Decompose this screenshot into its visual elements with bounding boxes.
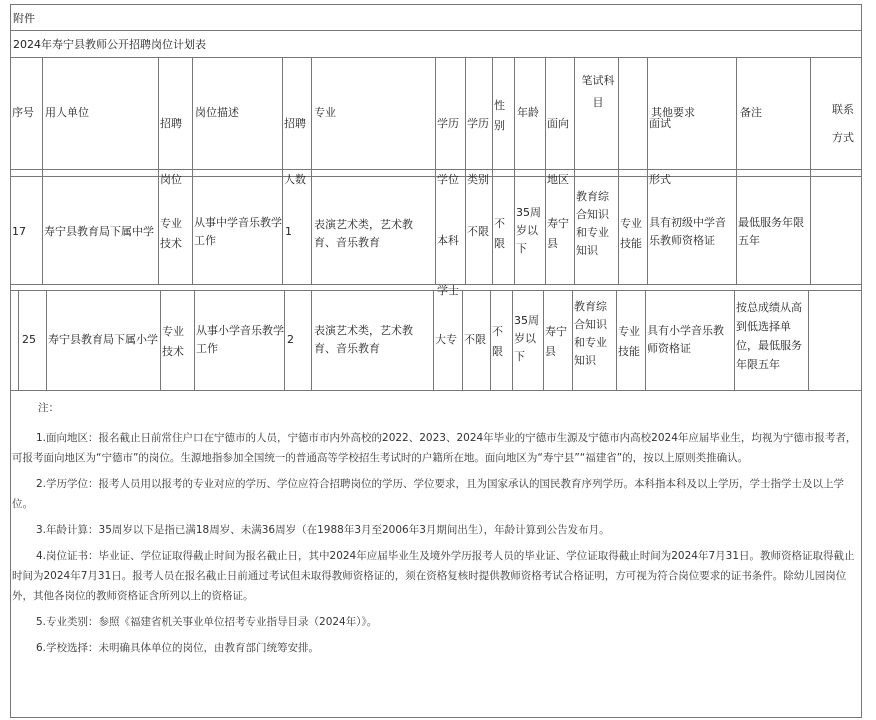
row2-post-desc: 从事小学音乐教学工作 <box>196 324 284 355</box>
header-count: 招聘人数 <box>284 117 306 186</box>
col-line <box>616 290 617 390</box>
row2-count: 2 <box>287 333 294 346</box>
col-line <box>435 57 436 284</box>
header-interview: 面试形式 <box>649 117 671 186</box>
row1-count: 1 <box>285 225 292 238</box>
col-line <box>734 290 735 390</box>
header-other: 其他要求 <box>651 106 695 119</box>
notes-section <box>12 398 860 664</box>
note-item: 1.面向地区：报名截止日前常住户口在宁德市的人员，宁德市市内外高校的2022、2023、2024年毕业的宁德市生源及宁德市内高校2024年应届毕业生，均视为宁德市报考者，可报考面向地区为“宁德市”的岗位。生源地指参加全国统一的普通高等学校招生考试时的户籍所在地。面向地区为“寿宁县”“福建省”的，按以上原则类推确认。 <box>12 432 857 464</box>
row1-written: 教育综合知识和专业知识 <box>576 190 609 257</box>
row2-major: 表演艺术类，艺术教育、音乐教育 <box>314 324 413 355</box>
col-line <box>18 290 19 390</box>
row1-post-cat: 专业技术 <box>160 217 182 250</box>
row2-edu: 大专 <box>435 333 457 346</box>
row2-age: 35周岁以下 <box>514 314 539 363</box>
header-post-desc: 岗位描述 <box>195 106 239 119</box>
note-item: 5.专业类别：参照《福建省机关事业单位招考专业指导目录（2024年）》。 <box>36 616 378 628</box>
rule <box>10 169 862 170</box>
col-line <box>158 57 159 284</box>
rule <box>10 176 862 177</box>
col-line <box>282 57 283 284</box>
col-line <box>160 290 161 390</box>
header-edu: 学历学位 <box>437 117 459 186</box>
header-remark: 备注 <box>740 106 762 119</box>
row2-other: 具有小学音乐教师资格证 <box>647 324 724 355</box>
row2-remark: 按总成绩从高到低选择单位，最低服务年限五年 <box>736 301 802 371</box>
row1-gender: 不限 <box>494 217 505 250</box>
notes-heading: 注： <box>38 402 59 414</box>
header-contact: 联系方式 <box>832 103 854 144</box>
row2-area: 寿宁县 <box>545 325 567 358</box>
note-item: 3.年龄计算：35周岁以下是指已满18周岁、未满36周岁（在1988年3月至2006年3月期间出生），年龄计算到公告发布月。 <box>36 524 610 536</box>
note-item: 6.学校选择：未明确具体单位的岗位，由教育部门统筹安排。 <box>36 642 320 654</box>
row2-unit: 寿宁县教育局下属小学 <box>48 333 158 346</box>
col-line <box>490 290 491 390</box>
col-line <box>465 57 466 284</box>
row1-area: 寿宁县 <box>547 217 569 250</box>
col-line <box>194 290 195 390</box>
col-line <box>810 57 811 284</box>
note-item: 4.岗位证书：毕业证、学位证取得截止时间为报名截止日，其中2024年应届毕业生及境外学历报考人员的毕业证、学位证取得截止时间为2024年7月31日。教师资格证取得截止时间为2024年7月31日。报考人员在报名截止日前通过考试但未取得教师资格证的，须在资格复核时提供教师资格考试合格证明，方可视为符合岗位要求的证书条件。除幼儿园岗位外，其他各岗位的教师资格证含所列以上的资格证。 <box>12 550 855 602</box>
row2-edu-type: 不限 <box>464 333 486 346</box>
col-line <box>514 57 515 284</box>
col-line <box>46 290 47 390</box>
row1-age: 35周岁以下 <box>516 206 541 255</box>
col-line <box>543 290 544 390</box>
rule <box>10 284 862 285</box>
row2-post-cat: 专业技术 <box>162 325 184 358</box>
header-post-cat: 招聘岗位 <box>160 117 182 186</box>
col-line <box>618 57 619 284</box>
col-line <box>492 57 493 284</box>
rule <box>10 30 862 31</box>
row1-edu: 本科学士 <box>437 234 459 297</box>
row2-seq: 25 <box>22 333 36 346</box>
col-line <box>192 57 193 284</box>
row1-seq: 17 <box>12 225 26 238</box>
col-line <box>512 290 513 390</box>
col-line <box>311 290 312 390</box>
col-line <box>284 290 285 390</box>
doc-title: 2024年寿宁县教师公开招聘岗位计划表 <box>13 38 206 51</box>
header-seq: 序号 <box>12 106 34 119</box>
col-line <box>808 290 809 390</box>
row1-post-desc: 从事中学音乐教学工作 <box>194 216 282 247</box>
col-line <box>645 290 646 390</box>
col-line <box>574 57 575 284</box>
rule <box>10 57 862 58</box>
header-gender: 性别 <box>494 99 505 132</box>
note-item: 2.学历学位：报考人员用以报考的专业对应的学历、学位应符合招聘岗位的学历、学位要求，且为国家承认的国民教育序列学历。本科指本科及以上学历，学士指学士及以上学位。 <box>12 478 845 510</box>
col-line <box>736 57 737 284</box>
header-area: 面向地区 <box>547 117 569 186</box>
row2-written: 教育综合知识和专业知识 <box>574 300 607 367</box>
col-line <box>433 290 434 390</box>
header-unit: 用人单位 <box>45 106 89 119</box>
row2-interview: 专业技能 <box>618 325 640 358</box>
col-line <box>647 57 648 284</box>
row1-interview: 专业技能 <box>620 217 642 250</box>
row1-edu-type: 不限 <box>467 225 489 238</box>
row1-unit: 寿宁县教育局下属中学 <box>44 225 154 238</box>
row1-remark: 最低服务年限五年 <box>738 216 804 247</box>
col-line <box>545 57 546 284</box>
col-line <box>311 57 312 284</box>
row1-other: 具有初级中学音乐教师资格证 <box>649 216 726 247</box>
col-line <box>42 57 43 284</box>
header-age: 年龄 <box>517 106 539 119</box>
rule <box>10 390 862 391</box>
header-edu-type: 学历类别 <box>467 117 489 186</box>
col-line <box>572 290 573 390</box>
header-written: 笔试科目 <box>581 74 615 109</box>
header-major: 专业 <box>314 106 336 119</box>
row2-gender: 不限 <box>492 325 503 358</box>
attachment-label: 附件 <box>13 12 35 25</box>
row1-major: 表演艺术类，艺术教育、音乐教育 <box>314 218 413 249</box>
